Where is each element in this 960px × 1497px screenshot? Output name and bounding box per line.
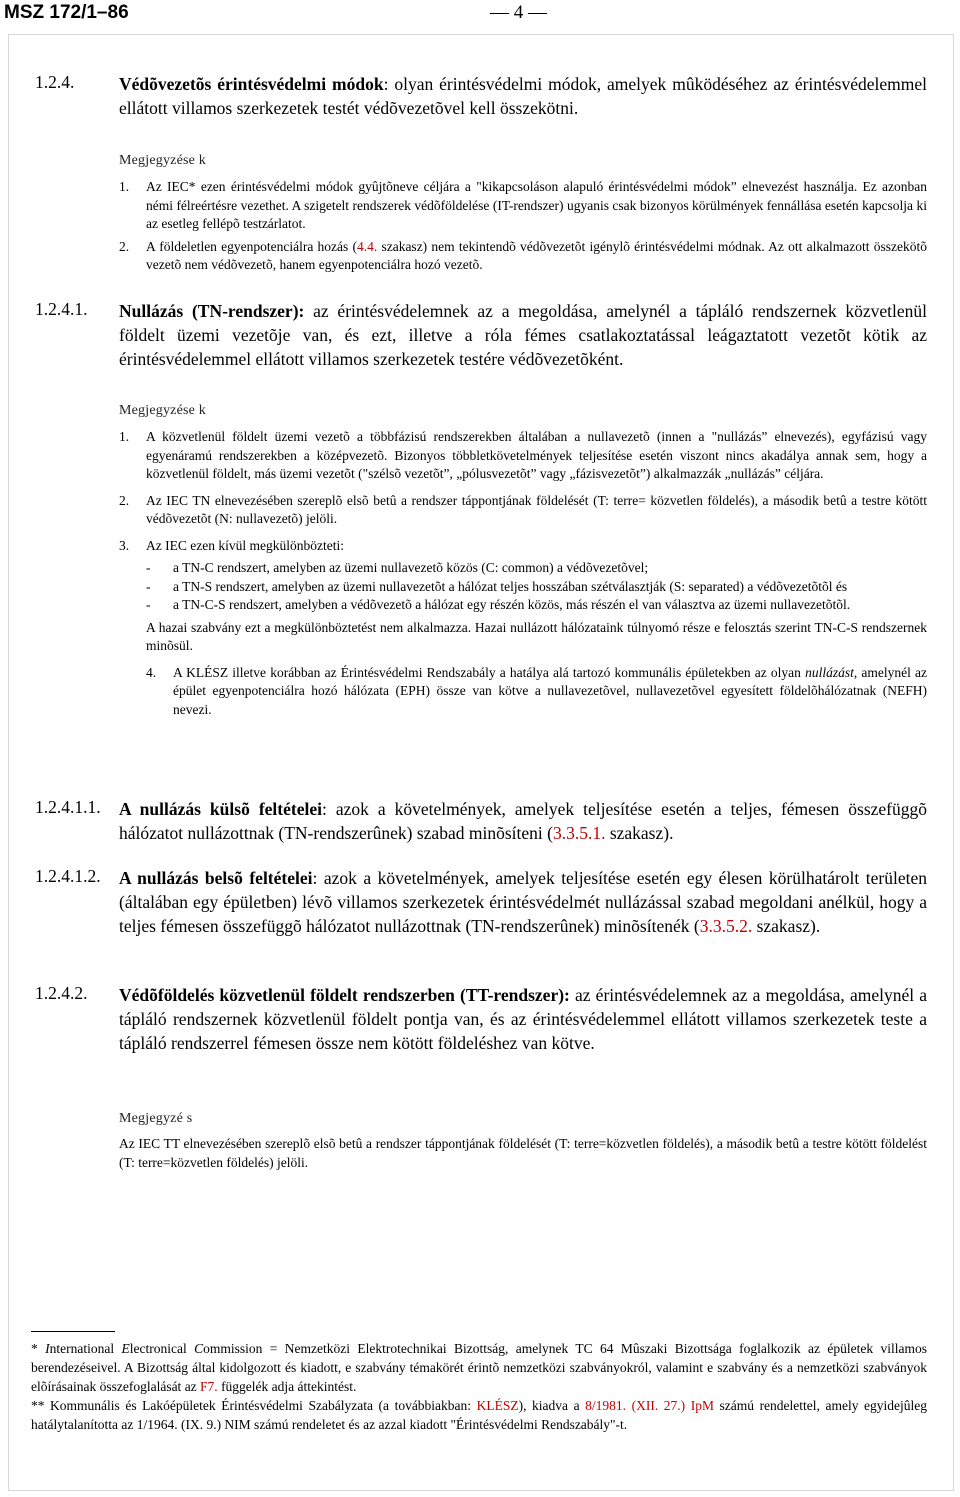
footnote-text: ommission = Nemzetközi Elektrotechnikai Bizottság, amelynek TC 64 Mûszaki Bizottsága foglalkozik az épületek villamos berendezéseivel. A Bizottság által kidolgozott és kiadott, e szabvány témakörét érintõ nemzetközi szabványokról, valamint e szabvány és a nemzetközi szabványok elõírásainak összefoglalását az <box>31 1341 927 1394</box>
item-text: A közvetlenül földelt üzemi vezetõ a többfázisú rendszerekben általában a nullavezetõ (innen a "nullázás” elnevezés), egyfázisú vagy egyenáramú rendszerekben a középvezetõ. Bizonyos többletkövetelmények teljesítése esetén viszont nincs akadálya annak sem, hogy a közvetlenül földelt, más üzemi vezetõt ("szélsõ vezetõt”, „pólusvezetõt” vagy „fázisvezetõt”) alkalmazzák „nullázás” céljára. <box>146 429 927 481</box>
section-text: : azok a követelmények, amelyek teljesítése esetén a teljes, fémesen összefüggõ hálózatot nullázottnak (TN-rendszerûnek) szabad minõsíteni ( <box>119 799 927 843</box>
reference-link[interactable]: 8/1981. (XII. 27.) IpM <box>585 1398 714 1413</box>
section-number: 1.2.4.1. <box>35 299 88 319</box>
footnote-text: számú rendelettel, amely egyidejûleg hatálytalanította az 1/1964. (IX. 9.) NIM számú rendeletet és az azzal kiadott "Érintésvédelmi Rendszabály"-t. <box>31 1398 927 1432</box>
section-title: A nullázás belsõ feltételei <box>119 868 313 888</box>
dash-item <box>146 578 927 597</box>
item-number: 2. <box>119 238 130 254</box>
item-text: A KLÉSZ illetve korábban az Érintésvédelmi Rendszabály a hatálya alá tartozó kommunális épületekben az olyan <box>173 664 806 680</box>
section-text: szakasz). <box>605 823 674 843</box>
dash-item <box>146 559 927 578</box>
dash-marker: - <box>146 560 151 575</box>
item-text: Az IEC* ezen érintésvédelmi módok gyûjtõneve céljára a "kikapcsoláson alapuló érintésvédelmi módok” elnevezést használja. Ez azonban némi félreértésre vezethet. A szigetelt rendszerek védõföldelése (IT-rendszer) ugyanis csak bizonyos körülmények fennállása esetén kapcsolja ki az esetleg fellépõ testzárlatot. <box>146 179 927 231</box>
dash-text: a TN-C rendszert, amelyben az üzemi nullavezetõ közös (C: common) a védõvezetõvel; <box>173 560 649 575</box>
note-item <box>119 428 927 484</box>
item-text: A földeletlen egyenpotenciálra hozás ( <box>146 238 357 254</box>
dash-marker: - <box>146 597 151 612</box>
footnote-1 <box>31 1339 927 1396</box>
section-1-2-4-1-2 <box>119 866 927 938</box>
section-1-2-4 <box>119 72 927 120</box>
item-text: , amelynél az épület egyenpotenciálra hozó hálózata (EPH) össze van kötve a nullavezetõvel, nullavezetõvel egyesített földelõhálózatnak (NEFH) nevezi. <box>173 664 927 717</box>
section-reference-link[interactable]: 3.3.5.1. <box>552 823 606 843</box>
note-title: Megjegyzése k <box>119 153 206 168</box>
section-text: az érintésvédelemnek az a megoldása, amelynél a tápláló rendszernek közvetlenül földelt üzemi vezetõje van, és ezt, illetve a róla fémes csatlakoztatással leágaztatott vezetõt kötik az érintésvédelemmel ellátott villamos szerkezetek testére védõvezetõként. <box>119 301 927 369</box>
note-item <box>119 238 927 275</box>
item-text: Az IEC ezen kívül megkülönbözteti: <box>146 537 344 553</box>
dash-marker: - <box>146 578 151 594</box>
footnote-text: ** Kommunális és Lakóépületek Érintésvédelmi Szabályzata (a továbbiakban: <box>31 1398 477 1413</box>
appendix-reference-link[interactable]: F7. <box>200 1379 218 1394</box>
note-block-1 <box>119 178 927 275</box>
section-number: 1.2.4.2. <box>35 983 88 1003</box>
footnote-2 <box>31 1396 927 1434</box>
note-paragraph: Az IEC TT elnevezésében szereplõ elsõ betû a rendszer táppontjának földelését (T: terre=közvetlen földelés), a második betû a testre kötött földelést (T: terre=közvetlen földelés) jelöli. <box>119 1136 927 1170</box>
section-number: 1.2.4.1.2. <box>35 866 101 886</box>
item-number: 3. <box>119 537 130 553</box>
dash-text: a TN-C-S rendszert, amelyben a védõvezetõ a hálózat egy részén közös, más részén el van választva az üzemi nullavezetõtõl. <box>173 597 851 612</box>
footnote-text: ), kiadva a <box>518 1398 586 1413</box>
footnote-text: nternational <box>49 1341 122 1356</box>
footnote-emphasis: C <box>194 1341 204 1356</box>
item-emphasis: nullázást <box>805 664 854 680</box>
note-paragraph: A hazai szabvány ezt a megkülönböztetést nem alkalmazza. Hazai nullázott hálózataink túlnyomó része e felosztás szerint TN-C-S rendszernek minõsül. <box>146 619 927 653</box>
page-header <box>0 0 960 30</box>
note-item <box>119 492 927 529</box>
footnote-text: lectronical <box>129 1341 195 1356</box>
section-text: : olyan érintésvédelmi módok, amelyek mûködéséhez az érintésvédelemmel ellátott villamos szerkezetek testét védõvezetõvel kell összekötni. <box>119 74 927 118</box>
footnote-emphasis: E <box>121 1341 130 1356</box>
note-item <box>146 664 927 720</box>
section-title: Védõvezetõs érintésvédelmi módok <box>119 74 384 94</box>
section-number: 1.2.4.1.1. <box>35 797 101 817</box>
section-1-2-4-2 <box>119 983 927 1055</box>
reference-link[interactable]: KLÉSZ <box>476 1398 519 1413</box>
dash-text: a TN-S rendszert, amelyben az üzemi nullavezetõt a hálózat teljes hosszában szétválasztják (S: separated) a védõvezetõtõl és <box>173 578 848 594</box>
footnote-emphasis: I <box>45 1341 50 1356</box>
section-reference-link[interactable]: 3.3.5.2. <box>699 916 753 936</box>
item-number: 2. <box>119 492 130 508</box>
footnote-separator <box>31 1331 115 1332</box>
section-number: 1.2.4. <box>35 72 75 92</box>
section-text: az érintésvédelemnek az a megoldása, amelynél a tápláló rendszernek közvetlenül földelt pontja van, és az érintésvédelemmel ellátott villamos szerkezetek teste a tápláló rendszerrel fémesen össze nem kötött földeléshez van kötve. <box>119 985 927 1053</box>
note-item <box>119 537 927 720</box>
section-1-2-4-1 <box>119 299 927 371</box>
note-block-2 <box>119 428 927 719</box>
dash-item <box>146 596 927 615</box>
section-text: : azok a követelmények, amelyek teljesítése esetén egy élesen körülhatárolt területen (általában egy épületben) lévõ villamos szerkezetek érintésvédelmét nullázással szabad megoldani anélkül, hogy a teljes fémesen összefüggõ hálózatot nullázottnak (TN-rendszerûnek) minõsítenék ( <box>119 868 927 936</box>
section-reference-link[interactable]: 4.4. <box>357 238 378 254</box>
page-number: — 4 — <box>490 2 547 23</box>
section-title: A nullázás külsõ feltételei <box>119 799 322 819</box>
section-title: Védõföldelés közvetlenül földelt rendszerben (TT-rendszer): <box>119 985 570 1005</box>
item-number: 1. <box>119 429 130 444</box>
section-text: szakasz). <box>752 916 821 936</box>
footnote-text: függelék adja áttekintést. <box>217 1379 357 1394</box>
item-number: 4. <box>146 664 157 680</box>
item-text: szakasz) nem tekintendõ védõvezetõt igénylõ érintésvédelmi módnak. Az ott alkalmazott összekötõ vezetõ nem védõvezetõ, hanem egyenpotenciálra hozó vezetõ. <box>146 238 927 272</box>
item-number: 1. <box>119 179 130 194</box>
note-title: Megjegyzése k <box>119 403 206 418</box>
standard-number: MSZ 172/1–86 <box>4 2 129 23</box>
footnote-marker: * <box>31 1341 46 1356</box>
section-1-2-4-1-1 <box>119 797 927 845</box>
item-text: Az IEC TN elnevezésében szereplõ elsõ betû a rendszer táppontjának földelését (T: terre= közvetlen földelés), a második betû a testre kötött védõvezetõt (N: nullavezetõ) jelöli. <box>146 492 927 526</box>
note-item <box>119 178 927 234</box>
section-title: Nullázás (TN-rendszer): <box>119 301 305 321</box>
note-title: Megjegyzé s <box>119 1111 193 1126</box>
